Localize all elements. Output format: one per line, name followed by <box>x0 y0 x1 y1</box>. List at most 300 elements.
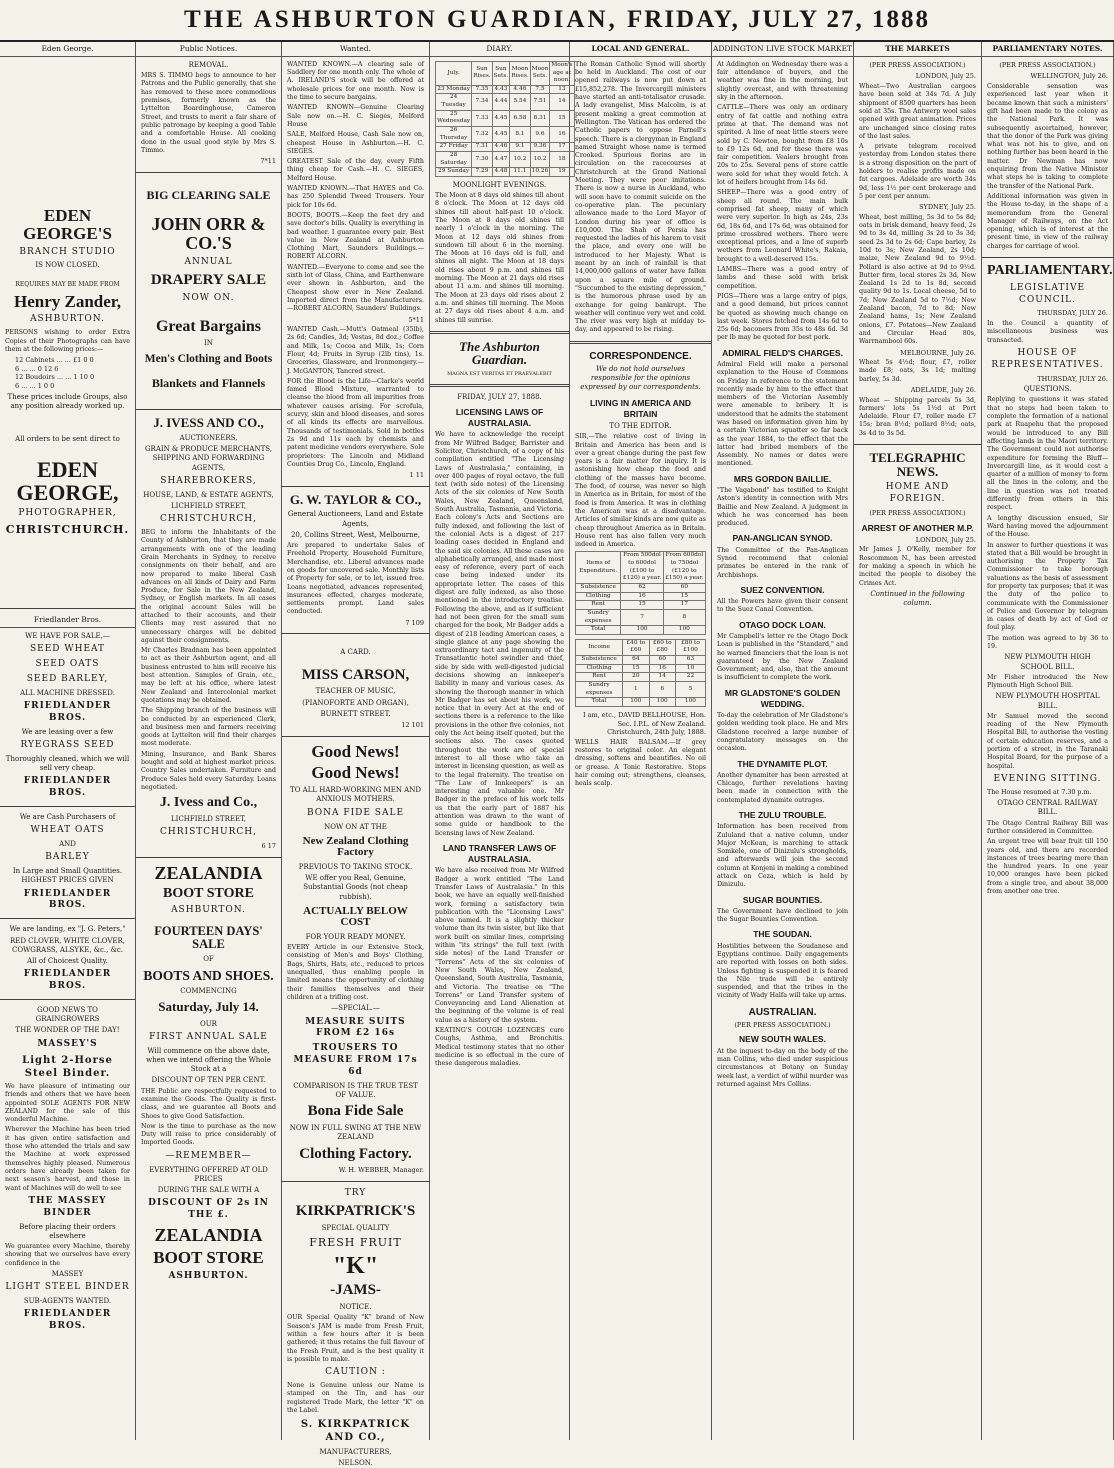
table-header: £80 to £100 <box>675 639 705 655</box>
table-cell: 4.46 <box>510 85 530 94</box>
column-header: Eden George. <box>0 44 135 57</box>
ad-line: SEED WHEAT <box>29 643 106 654</box>
ad-title: KIRKPATRICK'S <box>295 1202 416 1219</box>
table-cell: 7.31 <box>472 143 492 152</box>
ad-title: EDEN GEORGE'S <box>23 205 112 243</box>
ad-line: AND <box>59 839 76 848</box>
article-body: At Addington on Wednesday there was a fair attendance of buyers, and the weather was fine in the morning, but slightly overcast, and with threatening sky in the afternoon. <box>717 60 848 102</box>
newspaper-title <box>0 6 1114 34</box>
table-cell: Subsistence <box>576 656 623 665</box>
ad-line: SEED OATS <box>35 658 100 669</box>
ad-line: We are Cash Purchasers of <box>19 812 116 821</box>
column-header: LOCAL AND GENERAL. <box>570 44 711 57</box>
price-item: 6 ... ... 1 0 0 <box>15 381 55 390</box>
ad-line: General Auctioneers, Land and Estate Agents, <box>287 510 424 528</box>
ad-line: THE WONDER OF THE DAY! <box>15 1026 120 1035</box>
article-heading: SUEZ CONVENTION. <box>740 584 825 595</box>
divider <box>430 331 569 334</box>
article-heading: MRS GORDON BAILLIE. <box>733 473 832 484</box>
ad-line: BURNETT STREET. <box>320 709 391 718</box>
table-cell: 28 Saturday <box>436 151 472 167</box>
article-heading: EVENING SITTING. <box>993 773 1102 784</box>
table-cell: 10.2 <box>530 151 550 167</box>
ad-line: DURING THE SALE WITH A <box>157 1186 260 1195</box>
table-row <box>436 94 575 110</box>
table-cell: 10.2 <box>510 151 530 167</box>
table-cell: 9.36 <box>530 143 550 152</box>
ad-title: MISS CARSON, <box>301 666 410 683</box>
ad-line: CHRISTCHURCH. <box>5 523 130 537</box>
article-body: Wheat 5s 4½d; flour, £7, roller made £8; oats, 3s 1d; malting barley, 5s 3d. <box>859 359 976 383</box>
table-cell: 100 <box>663 626 705 635</box>
table-row <box>576 626 706 635</box>
ad-body: PERSONS wishing to order Extra Copies of their Photographs can have them at the following prices:— <box>5 329 130 353</box>
ad-line: RED CLOVER, WHITE CLOVER, COWGRASS, ALSYKE, &c., &c. <box>9 936 126 954</box>
table-cell: 9.6 <box>530 127 550 143</box>
dateline: THURSDAY, JULY 26. <box>1037 374 1108 383</box>
table-header: Moon Rises. <box>510 61 530 85</box>
table-cell: 10.26 <box>530 168 550 177</box>
article-heading: OTAGO DOCK LOAN. <box>739 619 826 630</box>
ad-line: PREVIOUS TO TAKING STOCK. <box>298 862 413 871</box>
ad-line: REMOVAL. <box>188 60 229 69</box>
table-row <box>436 168 575 177</box>
section-subtitle: HOME AND FOREIGN. <box>885 482 950 505</box>
ad-line: BRANCH STUDIO <box>19 246 116 257</box>
ad-line: 20, Collins Street, West, Melbourne, <box>290 530 421 539</box>
article-body: In answer to further questions it was stated that a Bill would be brought in authorising the Property Tax Commissioner to take borough valuations as the basis of assessment for property tax purposes; that it was the duty of the police to communicate with the Commissioner of Police and Governor by telegram in cases of death by act of God or foul play. <box>987 541 1108 632</box>
ad-line: FRESH FRUIT <box>309 1235 402 1249</box>
table-row <box>436 151 575 167</box>
article-body: Additional information was given in the House to-day, in the shape of a memorandum from the General Manager of Railways, on the Act opening, which is of interest at the present time, in view of the railway charges for carriage of wool. <box>987 192 1108 250</box>
article-note: TO THE EDITOR. <box>609 422 672 431</box>
ad-title: ZEALANDIA <box>154 862 263 883</box>
ad-title: DRAPERY SALE <box>150 271 267 288</box>
article-body: Mr Fisher introduced the New Plymouth High School Bill. <box>987 673 1108 690</box>
ad-line: TROUSERS TO MEASURE FROM 17s 6d <box>293 1043 418 1077</box>
article-body: Hostilities between the Soudanese and Egyptians continue. Daily engagements are reported with losses on both sides. Unless fighting is suspended it is feared the Nile trade will be entirely suspended, and that the tribes in the vicinity of Wady Halfa will take up arms. <box>717 942 848 1000</box>
ad-title: FRIEDLANDER BROS. <box>23 700 112 723</box>
divider <box>282 1181 429 1182</box>
table-cell: Total <box>576 698 623 707</box>
table-cell: 14 <box>649 673 675 682</box>
article-body: The Otago Central Railway Bill was further considered in Committee. <box>987 819 1108 835</box>
article-body: Mr James J. O'Kelly, member for Roscommon N., has been arrested for making a speech in which he incited the people to disobey the Crimes Act. <box>859 546 976 587</box>
column-parliamentary <box>982 42 1114 1440</box>
ad-line: WHEAT OATS <box>30 825 105 836</box>
ad-line: In Large and Small Quantities. HIGHEST PRICES GIVEN <box>12 867 123 885</box>
ad-title: BIG CLEARING SALE <box>146 187 271 202</box>
ad-title: -JAMS- <box>330 1282 381 1299</box>
ad-ref: 7*11 <box>260 157 276 166</box>
table-cell: 19 <box>550 168 574 177</box>
section-heading: MOONLIGHT EVENINGS. <box>452 180 547 189</box>
table-cell: Clothing <box>576 592 621 601</box>
article-heading: ARREST OF ANOTHER M.P. <box>861 522 974 533</box>
ad-line: REQUIRES MAY BE MADE FROM <box>15 280 120 288</box>
ad-title: Saturday, July 14. <box>158 998 259 1014</box>
column-wanted <box>282 42 430 1467</box>
column-header: DIARY. <box>430 44 569 57</box>
table-cell: 11.1 <box>510 168 530 177</box>
classified-ad: WANTED KNOWN.—A clearing sale of Saddlery for one month only. The whole of A. IRELAND'S stock will be offered at wholesale prices for one month. Now is the time to secure bargains. <box>287 60 424 102</box>
ad-line: ALL MACHINE DRESSED. <box>20 688 115 697</box>
article-body: "The Vagabond" has testified to Knight Aston's identity in connection with Mrs Baillie and New Zealand. A judgment in which he was concerned has been produced. <box>717 486 848 528</box>
price-item: 6 ... ... 0 12 6 <box>15 364 59 373</box>
ad-body: Are prepared to undertake Sales of Freehold Property, Household Furniture, Merchandise, etc. Liberal advances made on goods for uncovered sale. Monthly lists of Property for sale, or to let, issued free. Loans negotiated, advances represented, insurances effected, charges moderate, settlements prompt. Land sales conducted. <box>287 542 424 616</box>
table-cell: 7.29 <box>472 168 492 177</box>
ad-title: Great Bargains <box>155 317 262 335</box>
table-cell: 16 <box>550 127 574 143</box>
ad-line: DISCOUNT OF 2s IN THE £. <box>148 1198 269 1221</box>
table-cell: 16 <box>649 664 675 673</box>
table-cell: 10 <box>675 664 705 673</box>
ad-title: ACTUALLY BELOW COST <box>303 904 408 929</box>
signature: I am, etc., DAVID BELLHOUSE, Hon. Sec. I.P.L. of New Zealand. Christchurch, 24th July, 1888. <box>582 710 706 737</box>
table-row <box>576 592 706 601</box>
table-row <box>576 601 706 610</box>
table-cell: 24 Tuesday <box>436 94 472 110</box>
ad-line: DISCOUNT OF TEN PER CENT. <box>151 1076 266 1085</box>
ad-line: TO ALL HARD-WORKING MEN AND ANXIOUS MOTHERS. <box>290 786 421 804</box>
ad-line: Before placing their orders elsewhere <box>19 1222 116 1240</box>
table-cell: 60 <box>663 583 705 592</box>
ad-ref: 6 17 <box>261 842 276 851</box>
masthead-title: THE ASHBURTON GUARDIAN, <box>184 6 618 33</box>
article-heading: NEW PLYMOUTH HOSPITAL BILL. <box>995 692 1100 710</box>
article-body: LAMBS—There was a good entry of lambs and these sold with brisk competition. <box>717 266 848 290</box>
ad-line: FIRST ANNUAL SALE <box>149 1031 268 1042</box>
classified-ad: WANTED KNOWN.—That HAYES and Co. has 250 Splendid Tweed Trousers. Your pick for 10s 6d. <box>287 185 424 209</box>
section-subtitle: HOUSE OF REPRESENTATIVES. <box>991 347 1104 370</box>
ad-title: Blankets and Flannels <box>151 375 266 390</box>
article-body: A private telegram received yesterday from London states there is a strong disposition on the part of holders to realise profits made on fat cargoes. Adelaide are worth 34s 9d, less 1½ per cent brokerage and 5 per cent per annum. <box>859 143 976 200</box>
expenditure-body <box>576 583 706 634</box>
article-body: The Roman Catholic Synod will shortly be held in Auckland. The cost of our opened railways is now put down at £15,852,278. The Invercargill ministers have started an anti-totalisator crusade. A lady evangelist, Miss Malcolm, is at present making a great commotion at Wellington. The Vatican has ordered the Catholic papers to oppose Parnell's speech. There is a clergyman in England named Straight whose name is termed Crooked. Spurious florins are in circulation on the racecourses at Christchurch at the Grand National Meeting. They were poor imitations. There is now a nurse in Auckland, who will soon have to commit suicide on the co-operative plan. The pecuniary allowance made to the Lord Mayor of London during his year of office is £10,000. The Shah of Persia has requested the ladies of his harem to visit the place, and every one will be introduced to her Majesty. What is meant by an inch of rainfall is that 14,000,000 gallons of water have fallen upon a square mile of ground. "Succumbed to the existing depression," is the humorous phrase used by an exchange for going bankrupt. The weather will continue very wet and cold. The river was very high at midday to-day, and appeared to be rising. <box>575 60 706 334</box>
table-cell: 64 <box>623 656 649 665</box>
article-body: Wheat—Two Australian cargoes have been sold at 34s 7d. A July shipment of 8500 quarters has been sold at 35s. The Antwerp wool sales opened with great animation. Prices are unchanged since closing rates of the last sales. <box>859 83 976 140</box>
column-eden-george <box>0 42 136 1440</box>
article-heading: THE DYNAMITE PLOT. <box>737 758 828 769</box>
article-body: PIGS—There was a large entry of pigs, and a good demand, but prices cannot be quoted as showing much change on last week. Stores fetched from 14s 6d to 25s 6d; baconers from 35s to 48s 6d. 3d per lb may be quoted for best pork. <box>717 292 848 342</box>
table-row <box>576 583 706 592</box>
table-row <box>436 143 575 152</box>
dateline: THURSDAY, JULY 26. <box>1037 309 1108 318</box>
divider <box>430 384 569 387</box>
ad-line: PHOTOGRAPHER, <box>18 508 117 519</box>
ad-body: EVERY Article in our Extensive Stock, consisting of Men's and Boys' Clothing, Bags, Shirts, Hats, etc., reduced to prices unequalled, thus enabling people in limited means the opportunity of clothing their families themselves and their children at a trifling cost. <box>287 944 424 1001</box>
divider <box>282 633 429 634</box>
table-row <box>436 85 575 94</box>
table-cell: 7.35 <box>472 85 492 94</box>
divider <box>570 341 711 344</box>
ad-title: FRIEDLANDER BROS. <box>23 888 112 911</box>
ad-line: We are landing, ex "J. G. Peters," <box>9 925 126 934</box>
table-cell: 27 Friday <box>436 143 472 152</box>
section-title: TELEGRAPHIC NEWS. <box>869 450 966 479</box>
table-cell: 63 <box>675 656 705 665</box>
table-cell: 15 <box>623 664 649 673</box>
ad-title: J. Ivess and Co., <box>159 795 258 811</box>
article-body: Mr Samuel moved the second reading of the New Plymouth Hospital Bill, to authorise the vesting of certain education reserves, and a portion of a street, in the Taranaki Hospital Board, for the purpose of a hospital. <box>987 712 1108 770</box>
table-cell: Sundry expenses <box>576 609 621 625</box>
column-markets <box>854 42 982 1440</box>
article-body: Replying to questions it was stated that no steps had been taken to complete the formation of a national park at Ruapehu that the proposed would be introduced to any Bill affecting lands in the Maori territory. The Government could not authorise expenditure for forming the Bluff—Invercargill line, as it would cost a quarter of a million of money to form all the lines in the colony, and the line in question was not treated differently from others in this respect. <box>987 396 1108 512</box>
article-body: The Government have declined to join the Sugar Bounties Convention. <box>717 907 848 924</box>
dateline: ADELAIDE, July 26. <box>910 386 976 394</box>
article-body: Considerable sensation was experienced last year when it became known that such a ministers' gift had been made to the colony as the National Park. It was subsequently ascertained, however, that the donor of the Park was giving what was not his to give, and on nothing further has been heard in the matter. Dr Newman has now enquiring from the Native Minister what steps he is taking to complete the transfer of the National Park. <box>987 83 1108 190</box>
divider <box>282 486 429 487</box>
income-table <box>575 639 706 707</box>
section-title: PARLIAMENTARY. <box>987 262 1113 278</box>
table-header-row <box>436 61 575 85</box>
ad-title: Light 2-Horse Steel Binder. <box>22 1054 113 1079</box>
ad-body: THE Public are respectfully requested to examine the Goods. The Quality is first-class, and we guarantee all Boots and Shoes to give Good Satisfaction. <box>141 1087 276 1120</box>
article-note: Continued in the following column. <box>870 589 965 608</box>
table-cell: 9.1 <box>510 143 530 152</box>
table-cell: 8.1 <box>510 127 530 143</box>
table-header: £60 to £80 <box>649 639 675 655</box>
ad-line: BARLEY <box>45 852 90 863</box>
ad-title: New Zealand Clothing Factory <box>302 834 409 859</box>
income-body <box>576 656 706 707</box>
ad-line: A CARD. <box>340 648 371 657</box>
article-heading: CORRESPONDENCE. <box>589 350 692 362</box>
table-cell: Rent <box>576 601 621 610</box>
article-body: Admiral Field will make a personal explanation to the House of Commons on Friday in reference to the statement recently made by him to the effect that members of the Victorian Assembly were amenable to bribery. It is understood that he admits the statement was based on information given him by a certain Victorian squatter so far back as the year 1884, to the effect that the latter had bribed members of the Assembly. No names or dates were mentioned. <box>717 360 848 468</box>
column-header: THE MARKETS <box>854 44 981 57</box>
ad-line: FOR YOUR READY MONEY. <box>305 932 406 941</box>
divider <box>0 918 135 919</box>
table-cell: 7.5 <box>530 85 550 94</box>
ad-line: BONA FIDE SALE <box>306 807 405 818</box>
article-body: The House resumed at 7.30 p.m. <box>987 788 1092 796</box>
dateline: FRIDAY, JULY 27, 1888. <box>457 392 542 401</box>
divider <box>0 806 135 807</box>
ad-body: WE offer you Real, Genuine, Substantial Goods (not cheap rubbish). <box>303 874 408 901</box>
table-row <box>576 698 706 707</box>
table-cell: 100 <box>621 626 663 635</box>
article-note: We do not hold ourselves responsible for the opinions expressed by our correspondents. <box>580 364 701 392</box>
table-cell: 7.30 <box>472 151 492 167</box>
ad-title: Good News! <box>311 763 400 783</box>
article-body: SIR,—The relative cost of living in Britain and America has been and is ever a great change during the past few years is a fair matter for inquiry. It is astonishing how cheap the food and clothing of the masses have become. The food, of course, was never so high in America as in Britain, for most of the food is from America. It was in clothing the American was at a disadvantage. Articles of similar kinds are now quite as cheap throughout America as in Britain. House rent has also fallen very much indeed in America. <box>575 433 706 549</box>
article-heading: NEW PLYMOUTH HIGH SCHOOL BILL. <box>1004 653 1091 671</box>
article-note: (PER PRESS ASSOCIATION.) <box>734 1020 831 1029</box>
article-heading: LAND TRANSFER LAWS OF AUSTRALASIA. <box>442 842 557 865</box>
ad-line: CHRISTCHURCH, <box>160 827 257 838</box>
article-heading: LICENSING LAWS OF AUSTRALASIA. <box>455 406 544 429</box>
article-heading: PAN-ANGLICAN SYNOD. <box>732 533 833 544</box>
dateline: LONDON, July 25. <box>915 535 976 544</box>
article-note: (PER PRESS ASSOCIATION.) <box>999 60 1096 69</box>
ad-line: ASHBURTON. <box>168 1270 249 1281</box>
table-header: From 600dol to 750dol (£120 to £150) a year. <box>663 552 705 584</box>
ad-ref: 7 109 <box>405 618 424 627</box>
ad-body: Will commence on the above date, when we intend offering the Whole Stock at a <box>146 1046 271 1074</box>
ad-title: "K" <box>332 1253 379 1280</box>
ad-title: Clothing Factory. <box>299 1145 412 1162</box>
ad-title: EDEN GEORGE, <box>16 457 119 506</box>
ad-line: CAUTION : <box>325 1367 386 1378</box>
table-cell: 13 <box>550 85 574 94</box>
ad-title: Bona Fide Sale <box>307 1103 404 1120</box>
ad-title: FRIEDLANDER BROS. <box>23 969 112 992</box>
dateline: MELBOURNE, July 26. <box>900 348 976 357</box>
table-row <box>576 664 706 673</box>
table-cell: 4.45 <box>492 110 510 126</box>
column-header: ADDINGTON LIVE STOCK MARKET <box>712 44 853 57</box>
column-header: Wanted. <box>282 44 429 57</box>
ad-line: MANUFACTURERS, <box>319 1447 392 1456</box>
ad-line: CHRISTCHURCH, <box>160 514 257 525</box>
ad-title: FOURTEEN DAYS' SALE <box>154 924 263 952</box>
ad-title: Men's Clothing and Boots <box>144 352 273 365</box>
table-cell: 4.45 <box>492 127 510 143</box>
article-heading: THE SOUDAN. <box>753 929 812 940</box>
article-body: Another dynamiter has been arrested at Chicago, further revelations having been made in connection with the contemplated dynamite outrages. <box>717 771 848 804</box>
ad-line: LICHFIELD STREET, <box>171 501 246 510</box>
table-cell: 5 <box>675 682 705 698</box>
table-header: Income <box>576 639 623 655</box>
table-cell: 100 <box>649 698 675 707</box>
table-cell: 1 <box>623 682 649 698</box>
column-diary-editorial <box>430 42 573 1440</box>
classified-ad: SALE, Melford House, Cash Sale now on, cheapest House in Ashburton.—H. C. SIEGES. <box>287 131 424 155</box>
classified-ad: BOOTS, BOOTS.—Keep the feet dry and save doctor's bills. Quality is everything in bad weather. I guarantee every pair. Best value in New Zealand at Ashburton Clothing Mart, Saunders Buildings.—ROBERT ALCORN. <box>287 211 424 261</box>
ad-line: HOUSE, LAND, & ESTATE AGENTS, <box>143 490 274 499</box>
ad-ref: 12 101 <box>401 720 424 729</box>
table-cell: 22 <box>675 673 705 682</box>
table-cell: 7.33 <box>472 110 492 126</box>
article-body: A lengthy discussion ensued, Sir Ward having moved the adjournment of the House. <box>987 514 1108 539</box>
article-note: (PER PRESS ASSOCIATION.) <box>869 509 966 518</box>
ad-line: Thoroughly cleaned, which we will sell very cheap. <box>5 754 130 772</box>
table-cell: 7.34 <box>472 94 492 110</box>
ad-title: Good News! <box>311 741 400 761</box>
table-cell: 62 <box>621 583 663 592</box>
table-cell: 6.58 <box>510 110 530 126</box>
ad-line: IS NOW CLOSED. <box>35 261 100 270</box>
ad-title: Henry Zander, <box>13 291 122 311</box>
ad-body: Wherever the Machine has been tried it has given entire satisfaction and those who attended the trials and saw the Machine at work expressed themselves highly pleased. Numerous orders have already been taken for next season's harvest, and those in want of Machines will do well to see <box>5 1126 130 1192</box>
motto: MAGNA EST VERITAS ET PRAEVALEBIT <box>447 371 552 378</box>
ad-title: MASSEY'S <box>37 1038 98 1049</box>
ad-title: G. W. TAYLOR & CO., <box>289 491 422 507</box>
ad-line: All of Choicest Quality. <box>27 957 108 965</box>
ad-line: (PIANOFORTE AND ORGAN), <box>302 698 409 707</box>
article-body: Information has been received from Zululand that a native column, under Major McKean, is marching to attack Somkele, one of Dinizulu's strongholds, and afterwards will join the second column at Konjeni in making a combined attack on Ceza, which is held by Dinizulu. <box>717 823 848 889</box>
article-heading: THE ZULU TROUBLE. <box>738 810 827 821</box>
divider <box>136 172 281 173</box>
diary-table <box>435 61 575 177</box>
ad-line: All orders to be sent direct to <box>15 434 120 443</box>
table-row <box>576 682 706 698</box>
table-cell: 23 Monday <box>436 85 472 94</box>
table-cell: 15 <box>621 601 663 610</box>
article-body: We have also received from Mr Wilfred Badger a work entitled "The Land Transfer Laws of Australasia." In this book, we have an equally well-finished work, forming a satisfactory twin publication with the "Licensing Laws" above named. It is a slightly thicker volume than its twin sister, but like that work built on similar lines, comprising within "its strings" the full text (with side notes) of the Land Transfer or "Torrens" Acts of the six colonies of New South Wales, New Zealand, Queensland, South Australia, Tasmania, and Victoria. The treatise on "The Torrens" or Land Transfer system of Conveyancing and Land Alienation at the beginning of the volume is of real value as a history of the system. <box>435 867 564 1024</box>
divider <box>0 999 135 1000</box>
ad-body: Mining, Insurance, and Bank Shares bought and sold at highest market prices. Country Sales undertaken. Furniture and Produce Sales held every Saturday. Loans negotiated. <box>141 750 276 791</box>
ad-line: SEED BARLEY, <box>26 673 109 684</box>
ad-title: BOOT STORE <box>163 885 254 901</box>
table-header: Sun Rises. <box>472 61 492 85</box>
article-body: SHEEP—There was a good entry of sheep all round. The main bulk comprised fat sheep, many of which were very superior. In high as 24s, 23s 6d, 18s 6d, and 17s 6d, was obtained for prime crossbred wethers. There were exceptional prices, and a line of superb wethers from Leonard White's, Rakaia, brought to a well-deserved 15s. <box>717 189 848 263</box>
ad-line: SPECIAL QUALITY <box>321 1223 390 1232</box>
ad-line: OUR <box>200 1019 217 1028</box>
table-cell: 8 <box>663 609 705 625</box>
ad-line: NOW ON. <box>182 292 235 303</box>
ad-title: J. IVESS AND CO., <box>153 415 264 431</box>
table-cell: 4.47 <box>492 151 510 167</box>
ad-line: LICHFIELD STREET, <box>171 814 246 823</box>
table-header: From 500dol to 600dol (£100 to £120) a year. <box>621 552 663 584</box>
table-cell: 14 <box>550 94 574 110</box>
table-row <box>576 673 706 682</box>
ad-line: ASHBURTON. <box>30 314 105 325</box>
table-cell: Sundry expenses <box>576 682 623 698</box>
ad-ref: W. H. WEBBER, Manager. <box>338 1166 424 1175</box>
article-heading: QUESTIONS. <box>1023 385 1072 394</box>
table-header-row <box>576 639 706 655</box>
table-cell: 100 <box>623 698 649 707</box>
article-body: To-day the celebration of Mr Gladstone's golden wedding took place. He and Mrs Gladstone received a large number of congratulatory messages on the occasion. <box>717 712 848 753</box>
table-cell: 6 <box>649 682 675 698</box>
ad-line: NOW IN FULL SWING AT THE NEW ZEALAND <box>289 1124 422 1142</box>
ad-line: OF <box>203 955 214 964</box>
table-header: Moon Sets. <box>530 61 550 85</box>
diary-body <box>436 85 575 176</box>
dateline: WELLINGTON, July 26. <box>1030 72 1108 81</box>
table-cell: Total <box>576 626 621 635</box>
article-body: We have to acknowledge the receipt from Mr Wilfred Badger, Barrister and Solicitor, Christchurch, of a copy of his compilation entitled "The Licensing Laws of Australasia," containing, in over 400 pages of royal octavo, the full text (with side notes) of the Licensing Acts of the six colonies of New South Wales, New Zealand, Queensland, South Australia, Tasmania, and Victoria. Each colony's Acts and Sections are fully indexed, and following the last of the colonial Acts is a digest of 217 leading cases decided in England and the said six colonies. All these cases are alphabetically arranged, and made most easy of reference, every part of each case being indexed under its appropriate letter. The cases of this digest are fully indexed, as also those mentioned in the introductory treatise. Following the above, and as if sufficient had not been given for the small sum charged for the book, Mr Badger adds a digest of 218 leading American cases, a single glance at any page showing the extraordinary tact and ingenuity of the Transatlantic hotel swindler and thief, side by side with well-digested judicial decisions showing an innkeeper's liability in many and various cases. As showing the thorough manner in which Mr Badger has set about his work, we notice that in every Act at the end of sections there is a reference to the like provisions in the other five colonies, not only the Act being itself quoted, but the sections also. The cases quoted throughout the work are of special interest to all those who take an interest in licensing question, as well as to the legal fraternity. The treatise on "The Law of Innkeepers" is an interesting and valuable one. Mr Badger in the preface of his work tells us that the early part of 1887 his attention was drawn to the want of some guide or handbook to the licensing laws of New Zealand. <box>435 431 565 837</box>
table-cell: 7.51 <box>530 94 550 110</box>
ad-line: NOTICE. <box>339 1303 372 1312</box>
ad-line: We are leasing over a few <box>21 727 114 736</box>
ad-title: S. KIRKPATRICK AND CO., <box>300 1419 411 1444</box>
classified-ad: WANTED.—Everyone to come and see the sixth lot of Glass, China, and Earthenware ever shown in Ashburton, and the Cheapest show ever in New Zealand. Imported direct from the Manufacturers.—ROBERT ALCORN, Saunders' Buildings. <box>287 263 424 313</box>
classified-ad: GREATEST Sale of the day, every Fifth thing cheap for Cash.—H. C. SIEGES, Melford House. <box>287 158 424 182</box>
article-body: Wheat — Shipping parcels 5s 3d, farmers' lots 5s 1½d at Port Adelaide. Flour £7, roller made £7 15s; bran 8½d; pollard 8½d; oats, 3s 4d to 3s 5d. <box>859 396 976 437</box>
ad-line: COMPARISON IS THE TRUE TEST OF VALUE. <box>293 1081 418 1100</box>
table-cell: 4.44 <box>492 94 510 110</box>
ad-line: AUCTIONEERS, <box>179 433 238 442</box>
ad-line: EVERYTHING OFFERED AT OLD PRICES <box>149 1165 268 1183</box>
table-header: July. <box>436 61 472 85</box>
price-item: 12 Boudoirs ... ... 1 10 0 <box>15 373 95 382</box>
article-heading: ADMIRAL FIELD'S CHARGES. <box>722 347 843 358</box>
article-body: WELLS HAIR BALSAM.—If grey restores to original color. An elegant dressing, softens and beautifies. No oil or grease. A Tonic Restorative. Stops hair coming out; strengthens, cleanses, heals scalp. <box>575 738 706 788</box>
article-heading: MR GLADSTONE'S GOLDEN WEDDING. <box>724 687 841 709</box>
table-cell: 29 Sunday <box>436 168 472 177</box>
column-header: PARLIAMENTARY NOTES. <box>982 44 1113 57</box>
table-cell: 5.54 <box>510 94 530 110</box>
table-cell: 4.48 <box>492 168 510 177</box>
ad-line: MEASURE SUITS FROM £2 16s <box>305 1016 406 1039</box>
table-header: Items of Expenditure. <box>576 552 621 584</box>
article-body: All the Powers have given their consent to the Suez Canal Convention. <box>717 598 848 614</box>
ad-line: WE HAVE FOR SALE,— <box>25 631 110 640</box>
article-body: Mr Campbell's letter re the Otago Dock Loan is published in the "Standard," and he warned financiers that the loan is not guaranteed by the New Zealand Government; and, also, that the amount is insufficient to complete the work. <box>717 632 848 682</box>
ad-body: Now is the time to purchase as the new Duty will raise to price considerably of Imported Goods. <box>141 1122 276 1147</box>
article-body: Wheat, best milling, 5s 3d to 5s 8d; oats in brisk demand, heavy feed, 2s 9d to 3s 4d, milling 3s 2d to 3s 3d; seed 2s 3d to 2s 6d; Cape barley, 2s 10d to 3s; New Zealand, 2s 10d; maize, New Zealand 9d to 9½d. Pollard is also active at 9d to 9½d. Butter firm, local stores 2s 3d, New Zealand 1s 2d to 1s 8d, second quality 9d to 1s. Local cheese, 5d to 7d; New Zealand 5d to 7½d; New Zealand bacon, 7d to 8d; New Zealand hams, 1s; New Zealand onions, £7. Potatoes—New Zealand and Circular Head 80s, Warrnambool 60s. <box>859 213 976 346</box>
table-cell: Clothing <box>576 664 623 673</box>
table-cell: 7 <box>621 609 663 625</box>
ad-body: None is Genuine unless our Name is stamped on the Tin, and has our registered Trade Mark, the letter "K" on the Label. <box>287 1382 424 1414</box>
column-addington <box>712 42 854 1440</box>
ad-body: The Shipping branch of the business will be conducted by an experienced Clerk, and business men and farmers receiving goods at Lyttelton will find their charges most moderate. <box>141 707 276 748</box>
ad-body: We have pleasure of intimating our friends and others that we have been appointed SOLE AGENTS FOR NEW ZEALAND for the sale of this wonderful Machine. <box>5 1082 130 1124</box>
